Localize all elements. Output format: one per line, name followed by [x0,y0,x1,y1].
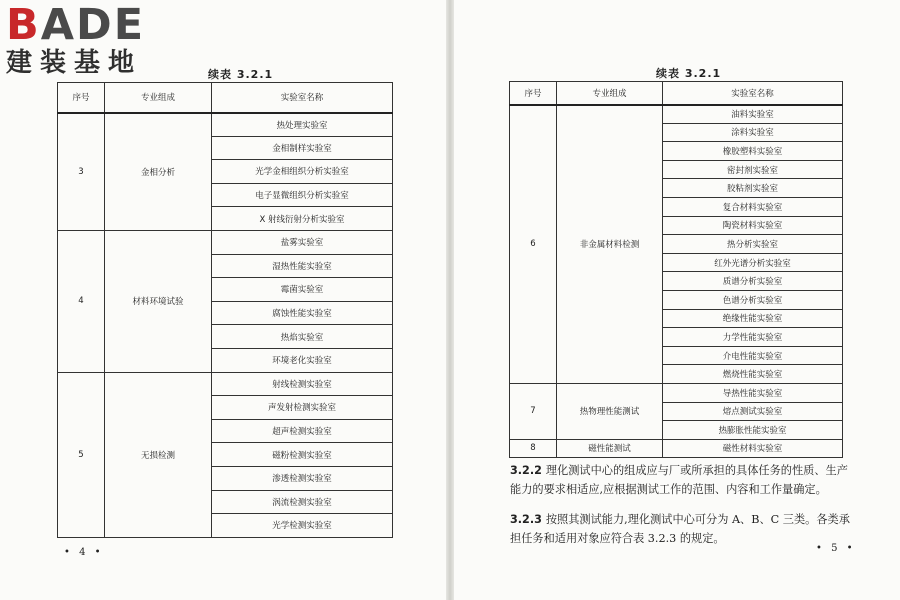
paragraph-text: 理化测试中心的组成应与厂或所承担的具体任务的性质、生产能力的要求相适应,应根据测试工作的范围、内容和工作量确定。 [510,464,848,496]
book-gutter [446,0,454,600]
clause-number: 3.2.2 [510,464,542,477]
left-table-body [58,113,393,538]
table-row [510,439,843,458]
table-row [58,113,393,137]
lab-name-cell: 燃烧性能实验室 [663,365,843,384]
col-header-no: 序号 [58,83,105,113]
col-header-lab: 实验室名称 [663,82,843,105]
lab-name-cell: 腐蚀性能实验室 [212,301,393,325]
col-header-lab: 实验室名称 [212,83,393,113]
table-row [510,383,843,402]
group-name-cell: 无损检测 [105,372,212,537]
lab-name-cell: 磁粉检测实验室 [212,443,393,467]
row-number-cell: 6 [510,105,557,384]
lab-name-cell: 油料实验室 [663,105,843,124]
row-number-cell: 5 [58,372,105,537]
lab-name-cell: 介电性能实验室 [663,346,843,365]
right-lab-table [509,81,843,458]
lab-name-cell: 涂料实验室 [663,123,843,142]
lab-name-cell: 热分析实验室 [663,235,843,254]
row-number-cell: 7 [510,383,557,439]
left-page-number: • 4 • [64,547,104,558]
lab-name-cell: 超声检测实验室 [212,419,393,443]
group-name-cell: 磁性能测试 [557,439,663,458]
left-table-caption: 续表 3.2.1 [208,68,274,81]
table-row [58,372,393,396]
lab-name-cell: 导热性能实验室 [663,383,843,402]
table-row [510,105,843,124]
group-name-cell: 热物理性能测试 [557,383,663,439]
lab-name-cell: 涡流检测实验室 [212,490,393,514]
lab-name-cell: 声发射检测实验室 [212,396,393,420]
lab-name-cell: 热处理实验室 [212,113,393,137]
lab-name-cell: 热膨胀性能实验室 [663,421,843,440]
lab-name-cell: 色谱分析实验室 [663,290,843,309]
col-header-group: 专业组成 [105,83,212,113]
row-number-cell: 8 [510,439,557,458]
group-name-cell: 材料环境试验 [105,230,212,372]
lab-name-cell: 热焰实验室 [212,325,393,349]
lab-name-cell: 熔点测试实验室 [663,402,843,421]
logo-chinese-name: 建装基地 [6,48,143,78]
lab-name-cell: 胶粘剂实验室 [663,179,843,198]
lab-name-cell: 湿热性能实验室 [212,254,393,278]
lab-name-cell: 光学检测实验室 [212,514,393,538]
lab-name-cell: 磁性材料实验室 [663,439,843,458]
lab-name-cell: 橡胶塑料实验室 [663,142,843,161]
paragraph-3-2-2 [510,461,855,499]
lab-name-cell: 复合材料实验室 [663,197,843,216]
lab-name-cell: 绝缘性能实验室 [663,309,843,328]
lab-name-cell: 射线检测实验室 [212,372,393,396]
right-table-body [510,105,843,458]
paragraph-text: 按照其测试能力,理化测试中心可分为 A、B、C 三类。各类承担任务和适用对象应符合表 3.2.3 的规定。 [510,513,850,545]
lab-name-cell: 力学性能实验室 [663,328,843,347]
group-name-cell: 金相分析 [105,113,212,231]
paragraph-3-2-3 [510,510,855,548]
lab-name-cell: 电子显微组织分析实验室 [212,183,393,207]
lab-name-cell: 霉菌实验室 [212,278,393,302]
col-header-group: 专业组成 [557,82,663,105]
group-name-cell: 非金属材料检测 [557,105,663,384]
brand-logo [6,2,178,78]
right-table-caption: 续表 3.2.1 [656,67,722,80]
lab-name-cell: 渗透检测实验室 [212,466,393,490]
clause-number: 3.2.3 [510,513,542,526]
col-header-no: 序号 [510,82,557,105]
lab-name-cell: 密封剂实验室 [663,160,843,179]
right-page-number: • 5 • [816,543,856,554]
lab-name-cell: 陶瓷材料实验室 [663,216,843,235]
lab-name-cell: 光学金相组织分析实验室 [212,160,393,184]
lab-name-cell: 环境老化实验室 [212,348,393,372]
row-number-cell: 4 [58,230,105,372]
lab-name-cell: X 射线衍射分析实验室 [212,207,393,231]
table-row [58,230,393,254]
row-number-cell: 3 [58,113,105,231]
lab-name-cell: 质谱分析实验室 [663,272,843,291]
lab-name-cell: 金相制样实验室 [212,136,393,160]
lab-name-cell: 盐雾实验室 [212,230,393,254]
left-lab-table [57,82,393,538]
logo-wordmark: BADE [6,0,146,50]
lab-name-cell: 红外光谱分析实验室 [663,253,843,272]
